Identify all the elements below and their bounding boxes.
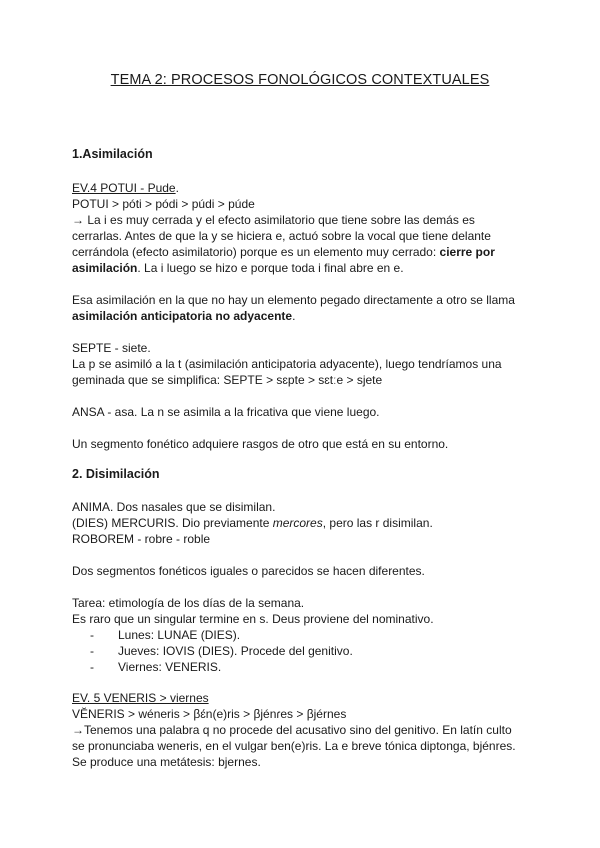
list-item [90,627,240,643]
roborem-line: ROBOREM - robre - roble [72,532,211,546]
text-run: . La i luego se hizo e porque toda i final abre en e. [137,261,404,275]
section-heading-disimilacion: 2. Disimilación [72,467,160,481]
paragraph-line [72,260,404,276]
veneris-chain: VĔNERIS > wéneris > βɛ́n(e)ris > βjénɾes > βjérnes [72,707,347,721]
list-item-text: Viernes: VENERIS. [118,660,222,674]
septe-line: SEPTE - siete. [72,341,151,355]
example-ev4-line [72,180,179,196]
dies-line [72,515,433,531]
text-run: . [292,309,296,323]
potui-chain: POTUI > póti > pódi > púdi > púde [72,197,255,211]
list-item [90,659,221,675]
paragraph-line: Esa asimilación en la que no hay un elemento pegado directamente a otro se llama [72,293,515,307]
text-run: (DIES) MERCURIS. Dio previamente [72,516,273,530]
section-heading-asimilacion: 1.Asimilación [72,147,153,161]
anima-line: ANIMA. Dos nasales que se disimilan. [72,500,276,514]
example-ev5-link[interactable]: EV. 5 VENERIS > viernes [72,691,209,705]
example-ev4-link[interactable]: EV.4 POTUI - Pude [72,181,176,195]
list-item-text: Lunes: LUNAE (DIES). [118,628,241,642]
text-run: cerrándola (efecto asimilatorio) porque es un elemento muy cerrado: [72,245,440,259]
italic-term: mercores [272,516,323,530]
paragraph-line: La p se asimiló a la t (asimilación anticipatoria adyacente), luego tendríamos una [72,357,502,371]
text-run: , pero las r disimilan. [322,516,433,530]
bold-term: asimilación [72,261,138,275]
paragraph-line [72,244,495,260]
definition-disimilacion: Dos segmentos fonéticos iguales o parecidos se hacen diferentes. [72,564,425,578]
paragraph-line: →Tenemos una palabra q no procede del acusativo sino del genitivo. En latín culto [72,723,512,737]
paragraph-line: se pronunciaba weneris, en el vulgar ben(e)ris. La e breve tónica diptonga, bjénres. [72,739,516,753]
list-item-text: Jueves: IOVIS (DIES). Procede del genitivo. [118,644,353,658]
bold-term: asimilación anticipatoria no adyacente [72,309,293,323]
list-item [90,643,353,659]
example-ev4-punct: . [175,181,179,195]
tarea-line: Tarea: etimología de los días de la semana. [72,596,305,610]
paragraph-line: → La i es muy cerrada y el efecto asimilatorio que tiene sobre las demás es [72,213,475,227]
paragraph-line [72,308,295,324]
paragraph-line: geminada que se simplifica: SEPTE > sɛpte > sɛtːe > sjete [72,373,383,387]
list-dash: - [90,644,94,658]
bold-term: cierre por [439,245,495,259]
paragraph-line: Es raro que un singular termine en s. Deus proviene del nominativo. [72,612,434,626]
page-title: TEMA 2: PROCESOS FONOLÓGICOS CONTEXTUALES [110,72,490,88]
paragraph-line: Se produce una metátesis: bjernes. [72,755,261,769]
list-dash: - [90,628,94,642]
list-dash: - [90,660,94,674]
ansa-line: ANSA - asa. La n se asimila a la fricativa que viene luego. [72,405,380,419]
definition-asimilacion: Un segmento fonético adquiere rasgos de otro que está en su entorno. [72,437,449,451]
paragraph-line: cerrarlas. Antes de que la y se hiciera e, actuó sobre la vocal que tiene delante [72,229,491,243]
